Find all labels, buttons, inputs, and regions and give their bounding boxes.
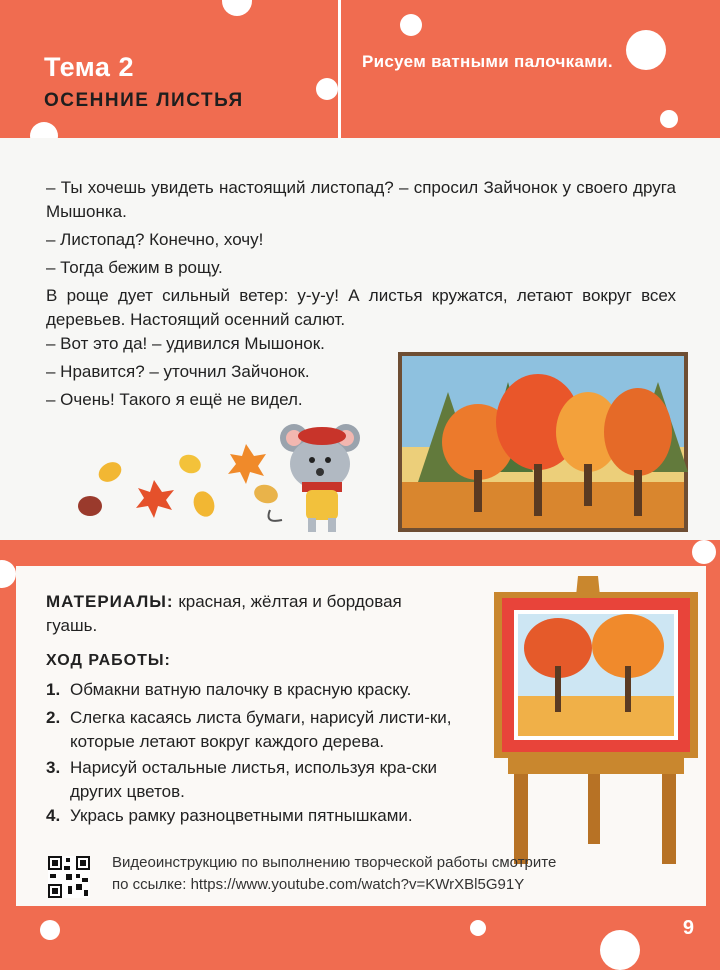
polka-dot (40, 920, 60, 940)
polka-dot (600, 930, 640, 970)
story-line: – Тогда бежим в рощу. (46, 258, 223, 277)
step-number: 2. (46, 708, 61, 727)
leaf-icon (177, 452, 204, 476)
workflow-title: ХОД РАБОТЫ: (46, 652, 171, 669)
story-line: – Нравится? – уточнил Зайчонок. (46, 362, 310, 381)
step-item (46, 804, 476, 828)
materials-text (46, 590, 436, 638)
topic-title: ОСЕННИЕ ЛИСТЬЯ (44, 90, 244, 111)
story-line: В роще дует сильный ветер: у-у-у! А листья кружатся, летают вокруг всех деревьев. Настоящий осенний салют. (46, 286, 676, 329)
step-number: 4. (46, 806, 61, 825)
oak-leaf-icon (78, 496, 102, 516)
technique-title: Рисуем ватными палочками. (362, 52, 613, 71)
maple-leaf-icon (136, 480, 174, 518)
autumn-forest-picture (398, 352, 688, 532)
polka-dot (692, 540, 716, 564)
step-text: Укрась рамку разноцветными пятнышками. (70, 806, 413, 825)
autumn-leaves-illustration (70, 438, 280, 528)
polka-dot (222, 0, 252, 16)
leaf-icon (95, 458, 125, 486)
step-text: Нарисуй остальные листья, используя кра-ски других цветов. (70, 758, 438, 801)
step-item (46, 678, 476, 702)
step-text: Слегка касаясь листа бумаги, нарисуй листи-ки, которые летают вокруг каждого дерева. (70, 708, 452, 751)
step-item (46, 756, 476, 804)
story-line: – Ты хочешь увидеть настоящий листопад? – спросил Зайчонок у своего друга Мышонка. (46, 178, 676, 221)
leaf-icon (190, 488, 218, 519)
polka-dot (470, 920, 486, 936)
video-instruction-line: Видеоинструкцию по выполнению творческой работы смотрите (112, 854, 557, 871)
mouse-character (262, 420, 382, 535)
step-item (46, 706, 476, 754)
topic-number: Тема 2 (44, 52, 134, 82)
video-link[interactable]: по ссылке: https://www.youtube.com/watch?v=KWrXBl5G91Y (112, 876, 525, 893)
header-divider (338, 0, 341, 138)
step-number: 1. (46, 680, 61, 699)
polka-dot (0, 560, 16, 588)
polka-dot (660, 110, 678, 128)
story-line: – Очень! Такого я ещё не видел. (46, 390, 303, 409)
polka-dot (316, 78, 338, 100)
maple-leaf-icon (228, 444, 266, 484)
easel-painting-illustration (488, 576, 708, 866)
story-line: – Листопад? Конечно, хочу! (46, 230, 264, 249)
qr-code-icon (48, 856, 90, 898)
step-text: Обмакни ватную палочку в красную краску. (70, 680, 412, 699)
video-instruction (112, 852, 632, 896)
page-number: 9 (682, 917, 694, 939)
step-number: 3. (46, 758, 61, 777)
story-line: – Вот это да! – удивился Мышонок. (46, 334, 325, 353)
polka-dot (400, 14, 422, 36)
materials-label: МАТЕРИАЛЫ: (46, 592, 174, 611)
materials-list: красная, жёлтая и бордовая гуашь. (46, 592, 402, 635)
polka-dot (626, 30, 666, 70)
